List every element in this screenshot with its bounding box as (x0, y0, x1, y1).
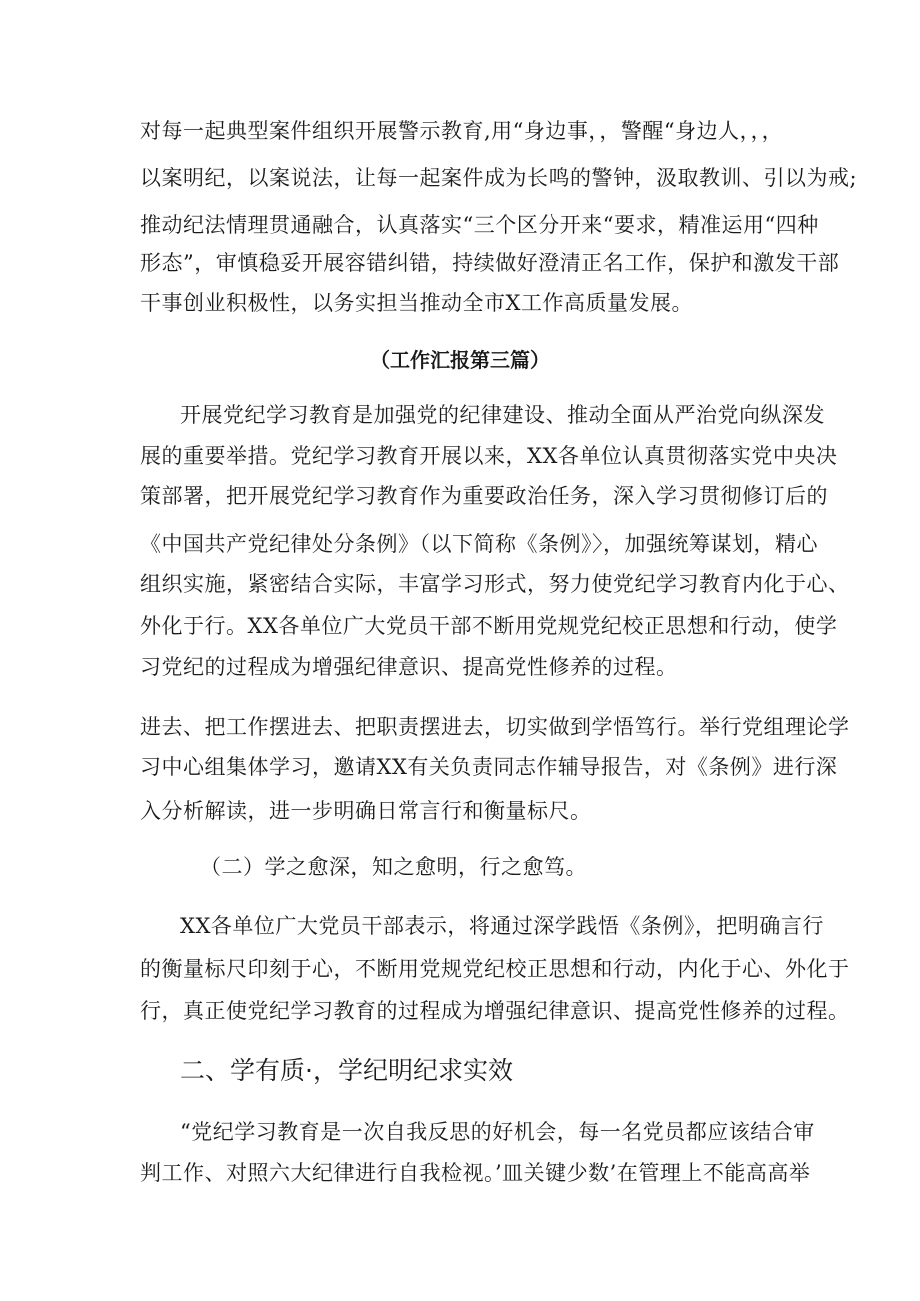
paragraph-line: “党纪学习教育是一次自我反思的好机会，每一名党员都应该结合审 (180, 1120, 815, 1144)
paragraph-line: 入分析解读，进一步明确日常言行和衡量标尺。 (140, 799, 592, 823)
paragraph-line: 对每一起典型案件组织开展警示教育,用“身边事，，警醒“身边人，，， (140, 119, 784, 143)
paragraph-line: 行，真正使党纪学习教育的过程成为增强纪律意识、提高党性修养的过程。 (140, 999, 850, 1023)
paragraph-line: 判工作、对照六大纪律进行自我检视。’皿关键少数’在管理上不能高高举 (140, 1161, 811, 1185)
paragraph-line: 《中国共产党纪律处分条例》（以下简称《条例》〉，加强统筹谋划，精心 (140, 532, 818, 556)
paragraph-line: 进去、把工作摆进去、把职责摆进去，切实做到学悟笃行。举行党组理论学 (140, 715, 850, 739)
paragraph-line: 形态”，审慎稳妥开展容错纠错，持续做好澄清正名工作，保护和激发干部 (140, 251, 840, 275)
paragraph-line: 策部署，把开展党纪学习教育作为重要政治任务，深入学习贯彻修订后的 (140, 484, 828, 508)
paragraph-line: 开展党纪学习教育是加强党的纪律建设、推动全面从严治党向纵深发 (180, 403, 825, 427)
paragraph-line: 习中心组集体学习，邀请XX有关负责同志作辅导报告，对《条例》进行深 (140, 755, 838, 779)
paragraph-line: XX各单位广大党员干部表示，将通过深学践悟《条例》，把明确言行 (180, 914, 824, 938)
paragraph-line: 以案明纪，以案说法，让每一起案件成为长鸣的警钟，汲取教训、引以为戒; (140, 166, 858, 190)
paragraph-line: 展的重要举措。党纪学习教育开展以来，XX各单位认真贯彻落实党中央决 (140, 444, 838, 468)
paragraph-line: 习党纪的过程成为增强纪律意识、提高党性修养的过程。 (140, 655, 678, 679)
subheading: （二）学之愈深，知之愈明，行之愈笃。 (200, 855, 587, 879)
paragraph-line: 的衡量标尺印刻于心，不断用党规党纪校正思想和行动，内化于心、外化于 (140, 957, 850, 981)
section-heading: 二、学有质·，学纪明纪求实效 (180, 1056, 513, 1085)
paragraph-line: 干事创业积极性，以务实担当推动全市X工作高质量发展。 (140, 291, 693, 315)
paragraph-line: 推动纪法情理贯通融合，认真落实“三个区分开来“要求，精准运用“四种 (140, 213, 819, 237)
paragraph-line: 外化于行。XX各单位广大党员干部不断用党规党纪校正思想和行动，使学 (140, 614, 838, 638)
paragraph-line: 组织实施，紧密结合实际，丰富学习形式，努力使党纪学习教育内化于心、 (140, 572, 850, 596)
section-title: （工作汇报第三篇） (370, 348, 550, 372)
